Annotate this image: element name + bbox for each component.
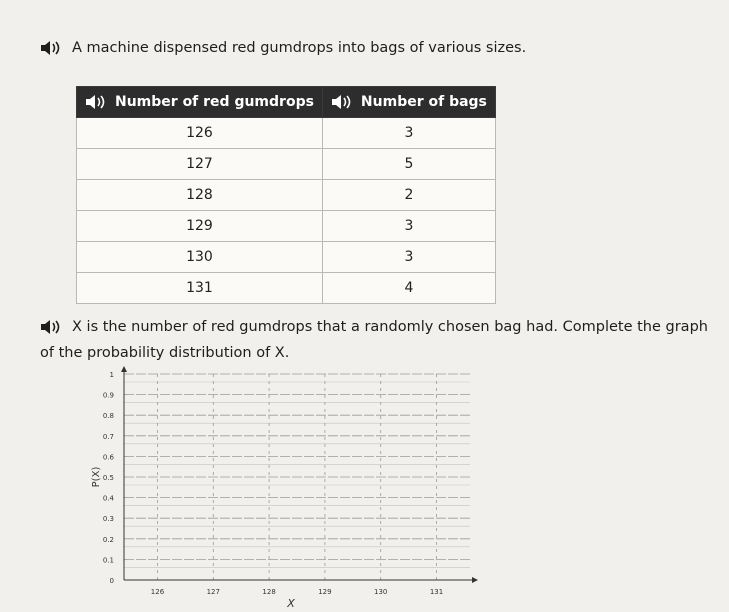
cell-gumdrops: 129 bbox=[77, 211, 323, 242]
x-axis-label: X bbox=[287, 597, 295, 610]
cell-bags: 4 bbox=[322, 273, 495, 304]
cell-bags: 5 bbox=[322, 149, 495, 180]
x-axis-arrow bbox=[472, 577, 478, 583]
header-label: Number of red gumdrops bbox=[115, 94, 314, 110]
cell-gumdrops: 126 bbox=[77, 118, 323, 149]
y-tick-label: 0.5 bbox=[102, 474, 114, 482]
cell-bags: 2 bbox=[322, 180, 495, 211]
y-tick-label: 0.7 bbox=[102, 432, 114, 441]
x-tick-label: 128 bbox=[262, 588, 276, 596]
header-label: Number of bags bbox=[360, 94, 487, 110]
bar-slot-127[interactable] bbox=[207, 374, 219, 580]
x-tick-label: 129 bbox=[318, 588, 332, 596]
y-tick-label: 0.9 bbox=[102, 391, 114, 400]
y-tick-label: 0.6 bbox=[102, 453, 114, 462]
cell-gumdrops: 127 bbox=[77, 149, 323, 180]
cell-gumdrops: 128 bbox=[77, 180, 323, 211]
cell-bags: 3 bbox=[322, 242, 495, 273]
x-tick-label: 130 bbox=[374, 588, 388, 596]
question-line-2: of the probability distribution of X. bbox=[40, 345, 290, 361]
bar-slot-130[interactable] bbox=[375, 374, 387, 580]
bar-slot-129[interactable] bbox=[319, 374, 331, 580]
bar-slot-126[interactable] bbox=[151, 374, 163, 580]
x-tick-label: 126 bbox=[150, 588, 165, 596]
bar-slot-131[interactable] bbox=[431, 374, 443, 580]
cell-bags: 3 bbox=[322, 211, 495, 242]
y-axis-arrow bbox=[121, 366, 127, 372]
y-tick-label: 1 bbox=[109, 371, 114, 379]
y-tick-label: 0.4 bbox=[102, 494, 114, 503]
cell-gumdrops: 131 bbox=[77, 273, 323, 304]
cell-gumdrops: 130 bbox=[77, 242, 323, 273]
y-tick-label: 0 bbox=[109, 577, 114, 585]
bar-slot-128[interactable] bbox=[263, 374, 275, 580]
y-tick-label: 0.3 bbox=[102, 515, 114, 524]
intro-text: A machine dispensed red gumdrops into bags of various sizes. bbox=[72, 40, 527, 56]
cell-bags: 3 bbox=[322, 118, 495, 149]
y-axis-label: P(X) bbox=[91, 466, 102, 488]
y-tick-label: 0.2 bbox=[102, 535, 114, 544]
x-tick-label: 131 bbox=[429, 588, 444, 596]
x-tick-label: 127 bbox=[206, 588, 220, 596]
question-text: X is the number of red gumdrops that a randomly chosen bag had. Complete the graph bbox=[72, 319, 708, 335]
y-tick-label: 0.1 bbox=[102, 556, 114, 565]
y-tick-label: 0.8 bbox=[102, 412, 114, 421]
